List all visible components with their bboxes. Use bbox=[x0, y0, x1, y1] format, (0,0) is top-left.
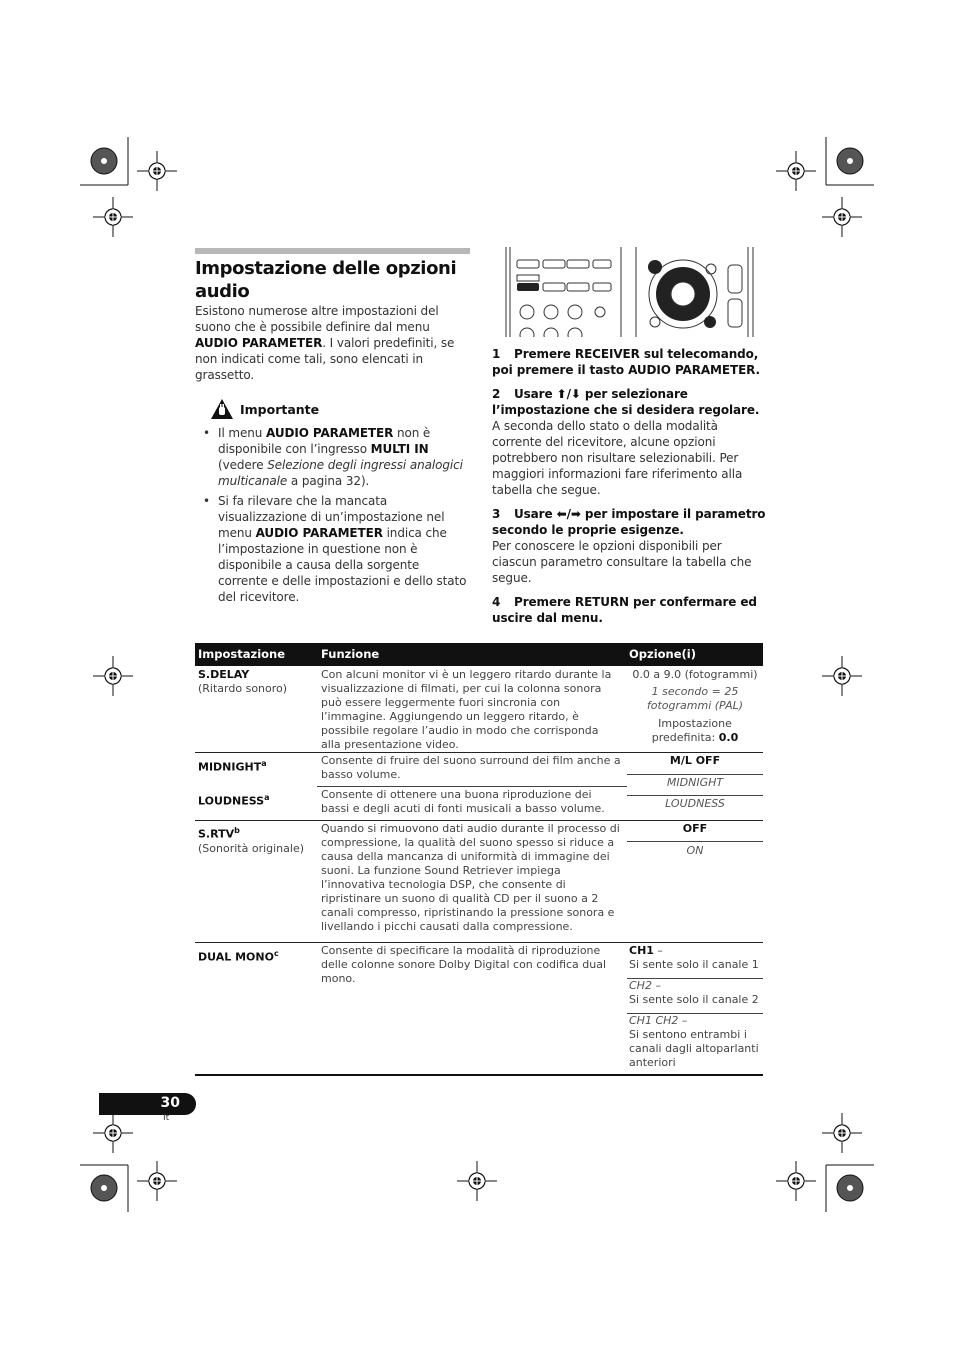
setting-name: LOUDNESS bbox=[198, 794, 265, 808]
footnote-marker: a bbox=[264, 793, 270, 802]
option-name: CH1 bbox=[629, 944, 654, 957]
bullet-icon: • bbox=[203, 426, 210, 440]
step-head-text: Usare bbox=[514, 387, 557, 401]
setting-subtitle: (Ritardo sonoro) bbox=[198, 682, 288, 695]
step-body: A seconda dello stato o della modalità corrente del ricevitore, alcune opzioni potrebbero non risultare selezionabili. Per maggiori informazioni fare riferimento alla tabella che segue. bbox=[492, 419, 743, 497]
table-row bbox=[195, 752, 763, 820]
option-divider bbox=[627, 795, 763, 796]
step-head-text: per selezionare l’impostazione che si desidera regolare. bbox=[492, 387, 760, 417]
option-ch1 bbox=[629, 944, 765, 972]
option-value: ON bbox=[686, 844, 704, 857]
table-row bbox=[195, 666, 763, 752]
setting-cell bbox=[198, 668, 313, 696]
option-value: OFF bbox=[682, 822, 708, 835]
function-text: Con alcuni monitor vi è un leggero ritardo durante la visualizzazione di filmati, per cui la colonna sonora può essere leggermente fuori sincronia con l’immagine. Aggiungendo un leggero ritardo, è possibile regolare l’audio in modo che corrisponda alla presentazione video. bbox=[321, 668, 612, 751]
default-value: 0.0 bbox=[718, 731, 739, 744]
option-divider bbox=[627, 841, 763, 842]
table-row bbox=[195, 942, 763, 1074]
menu-name: AUDIO PARAMETER bbox=[255, 526, 383, 540]
intro-text: Esistono numerose altre impostazioni del suono che è possibile definire dal menu bbox=[195, 304, 439, 334]
audio-options-table bbox=[195, 643, 763, 1074]
bullet-icon: • bbox=[203, 494, 210, 508]
step-head-text: per impostare il parametro secondo le proprie esigenze. bbox=[492, 507, 766, 537]
option-value: LOUDNESS bbox=[665, 797, 725, 810]
page-number: 30 bbox=[160, 1095, 180, 1111]
item-text: indica che l’impostazione in questione non è disponibile a causa della sorgente corrente e delle impostazioni e dello stato del ricevitore. bbox=[218, 526, 467, 604]
header-setting: Impostazione bbox=[198, 647, 286, 661]
step-head-text: Usare bbox=[514, 507, 557, 521]
options-cell bbox=[627, 668, 763, 745]
option-range: 0.0 a 9.0 (fotogrammi) bbox=[632, 668, 758, 681]
function-text: Consente di fruire del suono surround dei film anche a basso volume. bbox=[321, 754, 621, 781]
option-ch1-ch2 bbox=[629, 1014, 761, 1070]
item-text: a pagina 32). bbox=[287, 474, 370, 488]
option-default bbox=[627, 717, 763, 745]
important-heading bbox=[210, 398, 319, 420]
footnote-marker: b bbox=[234, 826, 240, 835]
intro-menu-name: AUDIO PARAMETER bbox=[195, 336, 323, 350]
option-value: M/L OFF bbox=[669, 754, 721, 767]
option-value: MIDNIGHT bbox=[666, 776, 724, 789]
setting-cell bbox=[198, 824, 313, 856]
important-item bbox=[203, 425, 471, 489]
input-name: MULTI IN bbox=[370, 442, 429, 456]
option-divider bbox=[627, 774, 763, 775]
important-item bbox=[203, 493, 471, 605]
step-item bbox=[492, 386, 767, 498]
step-heading bbox=[492, 506, 767, 538]
step-number: 4 bbox=[492, 595, 501, 609]
option-name: CH2 – bbox=[629, 979, 661, 992]
intro-paragraph bbox=[195, 303, 457, 383]
step-heading bbox=[492, 386, 767, 418]
function-text: Consente di specificare la modalità di riproduzione delle colonne sonore Dolby Digital con codifica dual mono. bbox=[321, 944, 607, 985]
page-number-badge bbox=[99, 1093, 196, 1115]
item-text: non è disponibile con l’ingresso bbox=[218, 426, 431, 456]
row-divider bbox=[317, 786, 627, 787]
step-number: 1 bbox=[492, 347, 501, 361]
header-options: Opzione(i) bbox=[629, 647, 696, 661]
function-text: Quando si rimuovono dati audio durante il processo di compressione, la qualità del suono spesso si riduce a causa della mancanza di uniformità di immagine dei suoni. La funzione Sound Retriever impiega l’innovativa tecnologia DSP, che consente di ripristinare un suono di qualità CD per il suono a 2 canali compresso, ripristinando la pressione sonora e livellando i picchi causati dalla compressione. bbox=[321, 822, 620, 933]
setting-cell bbox=[198, 947, 313, 965]
intro-text-2: . I valori predefiniti, se non indicati come tali, sono elencati in grassetto. bbox=[195, 336, 455, 382]
important-list bbox=[203, 425, 471, 609]
table-header bbox=[195, 643, 763, 666]
step-heading bbox=[492, 346, 767, 378]
item-text: Il menu bbox=[218, 426, 266, 440]
footnote-marker: a bbox=[261, 759, 267, 768]
language-code: It bbox=[163, 1113, 170, 1123]
step-head-text: Premere RETURN per confermare ed uscire dal menu. bbox=[492, 595, 757, 625]
function-text: Consente di ottenere una buona riproduzione dei bassi e degli acuti di fonti musicali a basso volume. bbox=[321, 788, 605, 815]
important-label: Importante bbox=[240, 401, 320, 417]
setting-name: MIDNIGHT bbox=[198, 760, 262, 774]
option-desc: Si sentono entrambi i canali dagli altoparlanti anteriori bbox=[629, 1028, 759, 1069]
step-heading bbox=[492, 594, 767, 626]
warning-hand-icon bbox=[210, 398, 234, 420]
table-row bbox=[195, 820, 763, 942]
cross-reference: Selezione degli ingressi analogici multicanale bbox=[218, 458, 463, 488]
item-text: Si fa rilevare che la mancata visualizzazione di un’impostazione nel menu bbox=[218, 494, 445, 540]
menu-name: AUDIO PARAMETER bbox=[266, 426, 394, 440]
setting-name: DUAL MONO bbox=[198, 950, 274, 964]
step-item bbox=[492, 594, 767, 626]
header-function: Funzione bbox=[321, 647, 380, 661]
left-right-arrows-icon: ⬅/➡ bbox=[556, 507, 581, 521]
up-down-arrows-icon: ⬆/⬇ bbox=[556, 387, 581, 401]
item-text: (vedere bbox=[218, 458, 268, 472]
title-rule bbox=[195, 248, 470, 254]
option-name: CH1 CH2 – bbox=[629, 1014, 688, 1027]
step-body: Per conoscere le opzioni disponibili per ciascun parametro consultare la tabella che segue. bbox=[492, 539, 752, 585]
default-label: Impostazione predefinita: bbox=[651, 717, 732, 744]
steps-list bbox=[492, 346, 767, 634]
setting-name: S.DELAY bbox=[198, 668, 250, 681]
option-ch2 bbox=[629, 979, 765, 1007]
option-desc: Si sente solo il canale 2 bbox=[629, 993, 759, 1006]
option-note: 1 secondo = 25 fotogrammi (PAL) bbox=[646, 685, 744, 712]
remote-control-illustration bbox=[505, 247, 755, 337]
setting-cell bbox=[198, 791, 313, 809]
setting-subtitle: (Sonorità originale) bbox=[198, 841, 305, 855]
step-item bbox=[492, 506, 767, 586]
step-number: 2 bbox=[492, 387, 501, 401]
option-dash: – bbox=[653, 944, 663, 957]
step-head-text: Premere RECEIVER sul telecomando, poi premere il tasto AUDIO PARAMETER. bbox=[492, 347, 761, 377]
step-number: 3 bbox=[492, 507, 501, 521]
footnote-marker: c bbox=[273, 949, 279, 958]
step-item bbox=[492, 346, 767, 378]
section-title: Impostazione delle opzioni audio bbox=[195, 258, 457, 302]
table-end-rule bbox=[195, 1074, 763, 1076]
setting-cell bbox=[198, 757, 313, 775]
setting-name: S.RTV bbox=[198, 827, 235, 841]
option-desc: Si sente solo il canale 1 bbox=[629, 958, 759, 971]
